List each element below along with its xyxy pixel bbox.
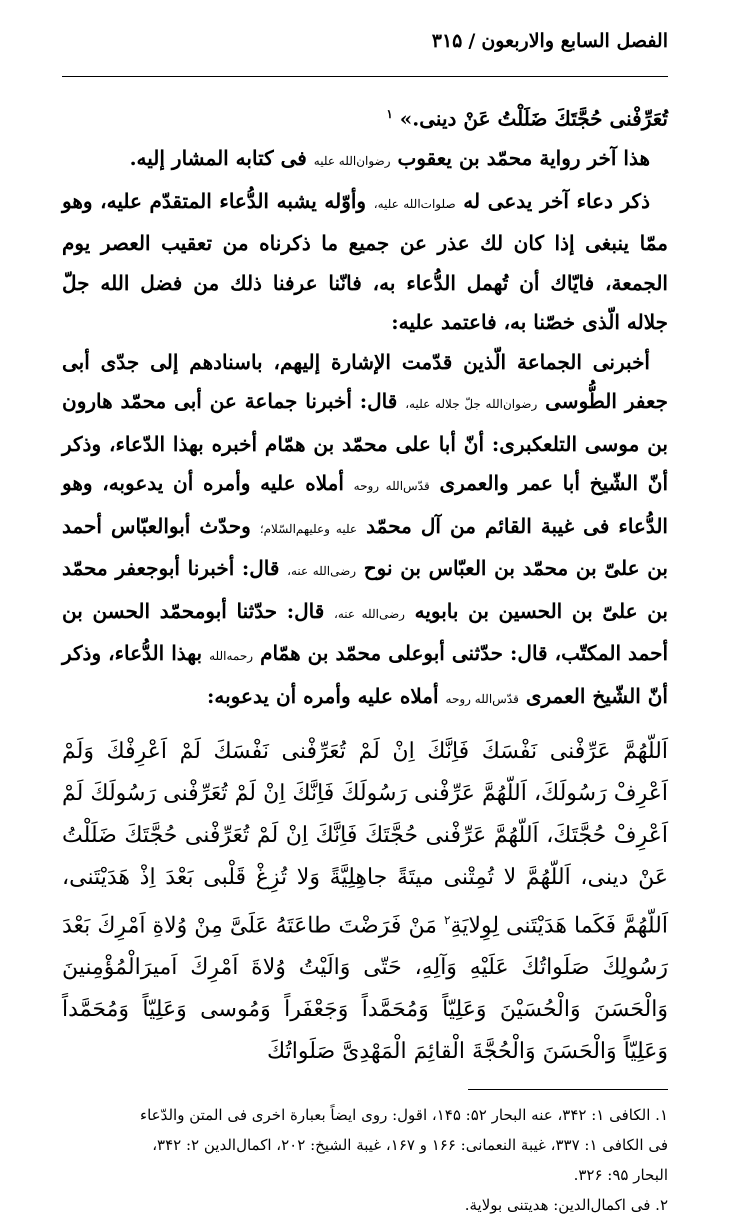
- text: قال: حدّثنا أبومحمّد الحسن بن أحمد المكتّب، قال: حدّثنى أبوعلى محمّد بن همّام: [62, 598, 669, 666]
- honorific: رضوان‌الله جلّ جلاله عليه،: [405, 397, 538, 412]
- text: بهذا الدُّعاء، وذكر أنّ الشّيخ العمرى: [62, 641, 668, 708]
- footnote-1-line-1: ۱. الكافى ۱: ۳۴۲، عنه البحار ۵۲: ۱۴۵، اقول: روى ايضاً بعبارة اخرى فى المتن والدّعاء: [140, 1106, 668, 1125]
- honorific: رضى‌الله عنه،: [287, 564, 357, 579]
- honorific: عليه وعليهم‌السّلام؛: [259, 521, 358, 536]
- quote-text: تُعَرِّفْنى حُجَّتَكَ ضَلَلْتُ عَنْ دينى.»: [399, 106, 668, 131]
- paragraph-intro: [62, 182, 668, 343]
- footnote-1-line-2: فى الكافى ۱: ۳۳۷، غيبة النعمانى: ۱۶۶ و ۱۶۷، غيبة الشيخ: ۲۰۲، اكمال‌الدين ۲: ۳۴۲،: [152, 1136, 668, 1155]
- chapter-title: الفصل السابع والاربعون: [481, 30, 668, 52]
- text: قال: أخبرنا أبوجعفر محمّد بن علىّ بن الحسين بن بابويه: [62, 556, 668, 623]
- footnotes: [62, 1100, 668, 1220]
- text: ذكر دعاء آخر يدعى له: [463, 188, 650, 213]
- text: قال: أخبرنا جماعة عن أبى محمّد هارون بن موسى التلعكبرى: أنّ أبا على محمّد بن همّام أخبره بهذا الدّعاء، وذكر أنّ الشّيخ أبا عمر والعمرى: [62, 389, 669, 496]
- footnote-divider: [468, 1089, 668, 1090]
- text: وحدّث أبوالعبّاس أحمد بن علىّ بن محمّد بن العبّاس بن نوح: [62, 513, 668, 581]
- footnote-2: ۲. فى اكمال‌الدين: هديتنى بولاية.: [464, 1196, 668, 1215]
- honorific: رحمه‌الله: [209, 649, 254, 664]
- prayer-text: [62, 731, 668, 1073]
- footnote-1-line-3: البحار ۹۵: ۳۲۶.: [573, 1166, 668, 1185]
- footnote-ref-2: ۲: [444, 913, 451, 928]
- text: أملاه عليه وأمره أن يدعوبه:: [207, 683, 439, 708]
- honorific: رضى‌الله عنه،: [333, 606, 405, 621]
- footnote-ref-1: ۱: [386, 107, 393, 121]
- text: أملاه عليه وأمره أن يدعوبه، وهو الدُّعاء فى غيبة القائم من آل محمّد: [62, 471, 668, 538]
- page-number: ۳۱۵: [431, 30, 463, 52]
- text: أخبرنى الجماعة الّذين قدّمت الإشارة إليهم، باسنادهم إلى جدّى أبى جعفر الطُّوسى: [62, 349, 668, 414]
- paragraph-narration-end: [62, 139, 668, 182]
- header-separator: /: [468, 30, 476, 52]
- text: فى كتابه المشار إليه.: [129, 146, 307, 171]
- prayer-part: مَنْ فَرَضْتَ طاعَتَهُ عَلَىَّ مِنْ وُلاةِ اَمْرِكَ بَعْدَ رَسُولِكَ صَلَواتُكَ عَلَيْهِ وَآلِهِ، حَتّى وَالَيْتُ وُلاةَ اَمْرِكَ اَميرَالْمُؤْمِنينَ وَالْحَسَنَ وَالْحُسَيْنَ وَعَلِيّاً وَمُحَمَّداً وَجَعْفَراً وَمُوسى وَعَلِيّاً وَمُحَمَّداً وَعَلِيّاً وَالْحَسَنَ وَالْحُجَّةَ الْقائِمَ الْمَهْدِىَّ صَلَواتُكَ: [62, 913, 668, 1065]
- text: وأوّله يشبه الدُّعاء المتقدّم عليه، وهو ممّا ينبغى إذا كان لك عذر عن جميع ما ذكرناه من تعقيب العصر يوم الجمعة، فايّاك أن تُهمل الدُّعاء به، فانّنا عرفنا ذلك من فضل الله جلّ جلاله الّذى خصّنا به، فاعتمد عليه:: [62, 188, 668, 335]
- honorific: قدّس‌الله روحه: [445, 691, 519, 706]
- honorific: صلوات‌الله عليه،: [373, 196, 456, 211]
- paragraph-quote-end: [62, 95, 668, 139]
- running-header: [62, 30, 668, 77]
- text: هذا آخر رواية محمّد بن يعقوب: [397, 146, 650, 171]
- honorific: قدّس‌الله روحه: [353, 479, 430, 494]
- prayer-part: اَللّهُمَّ عَرِّفْنى نَفْسَكَ فَاِنَّكَ اِنْ لَمْ تُعَرِّفْنى نَفْسَكَ لَمْ اَعْرِفْكَ وَلَمْ اَعْرِفْ رَسُولَكَ، اَللّهُمَّ عَرِّفْنى رَسُولَكَ فَاِنَّكَ اِنْ لَمْ تُعَرِّفْنى رَسُولَكَ لَمْ اَعْرِفْ حُجَّتَكَ، اَللّهُمَّ عَرِّفْنى حُجَّتَكَ فَاِنَّكَ اِنْ لَمْ تُعَرِّفْنى حُجَّتَكَ ضَلَلْتُ عَنْ دينى، اَللّهُمَّ لا تُمِتْنى ميتَةً جاهِلِيَّةً وَلا تُزِغْ قَلْبى بَعْدَ اِذْ هَدَيْتَنى، اَللّهُمَّ فَكَما هَدَيْتَنى لِوِلايَةِ: [62, 739, 669, 939]
- honorific: رضوان‌الله عليه: [313, 154, 391, 169]
- paragraph-chain-of-narration: [62, 343, 668, 720]
